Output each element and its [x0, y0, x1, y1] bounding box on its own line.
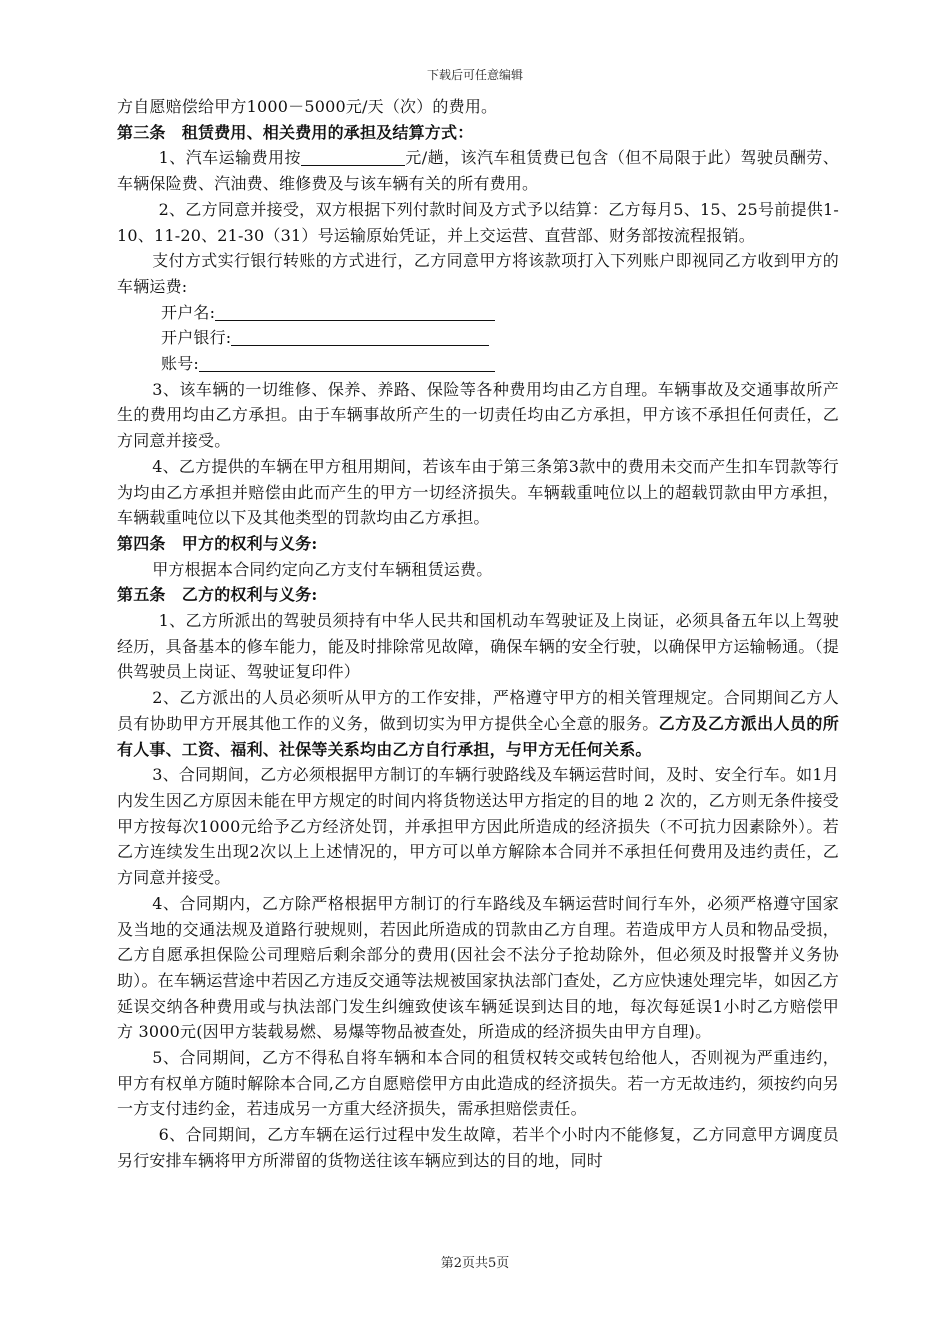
- account-name-blank: [215, 302, 495, 321]
- article-4-title: 第四条 甲方的权利与义务:: [117, 533, 318, 553]
- clause-2-bold-text: 乙方及乙方派出人员的所有人事、工资、福利、社保等关系均由乙方自行承担，与甲方无任何关系。: [117, 713, 839, 759]
- fee-blank-field: [301, 147, 405, 166]
- account-bank-blank: [231, 327, 489, 346]
- continuation-line: 方自愿赔偿给甲方1000－5000元/天（次）的费用。: [117, 97, 498, 116]
- article-3-title: 第三条 租赁费用、相关费用的承担及结算方式：: [117, 122, 474, 142]
- document-body: [117, 94, 839, 1174]
- article-4-clause: 甲方根据本合同约定向乙方支付车辆租赁运费。: [152, 559, 493, 579]
- article-3-clause-3: 3、该车辆的一切维修、保养、养路、保险等各种费用均由乙方自理。车辆事故及交通事故所产生的费用均由乙方承担。由于车辆事故所产生的一切责任均由乙方承担，甲方该不承担任何责任，乙方同意并接受。: [117, 379, 839, 451]
- account-number-label: 账号:: [161, 354, 199, 374]
- account-number-blank: [199, 353, 495, 372]
- clause-1-text-a: 1、汽车运输费用按: [158, 148, 301, 168]
- account-name-label: 开户名:: [161, 302, 216, 322]
- article-5-clause-6: 6、合同期间，乙方车辆在运行过程中发生故障，若半个小时内不能修复，乙方同意甲方调度员另行安排车辆将甲方所滞留的货物送往该车辆应到达的目的地，同时: [117, 1125, 839, 1170]
- article-3-clause-1: [117, 145, 839, 196]
- article-5-clause-4: 4、合同期内，乙方除严格根据甲方制订的行车路线及车辆运营时间行车外，必须严格遵守国家及当地的交通法规及道路行驶规则，若因此所造成的罚款由乙方自理。若造成甲方人员和物品受损，乙方自愿承担保险公司理赔后剩余部分的费用(因社会不法分子抢劫除外，但必须及时报警并义务协助）。在车辆运营途中若因乙方违反交通等法规被国家执法部门查处，乙方应快速处理完毕，如因乙方延误交纳各种费用或与执法部门发生纠缠致使该车辆延误到达目的地，每次每延误1小时乙方赔偿甲方 3000元(因甲方装载易燃、易爆等物品被查处，所造成的经济损失由甲方自理)。: [117, 893, 839, 1042]
- article-3-clause-4: 4、乙方提供的车辆在甲方租用期间，若该车由于第三条第3款中的费用未交而产生扣车罚款等行为均由乙方承担并赔偿由此而产生的甲方一切经济损失。车辆载重吨位以上的超载罚款由甲方承担，车辆载重吨位以下及其他类型的罚款均由乙方承担。: [117, 456, 839, 528]
- article-5-clause-1: 1、乙方所派出的驾驶员须持有中华人民共和国机动车驾驶证及上岗证，必须具备五年以上驾驶经历，具备基本的修车能力，能及时排除常见故障，确保车辆的安全行驶，以确保甲方运输畅通。（提供驾驶员上岗证、驾驶证复印件）: [117, 611, 839, 682]
- article-3-clause-2: 2、乙方同意并接受，双方根据下列付款时间及方式予以结算：乙方每月5、15、25号前提供1-10、11-20、21-30（31）号运输原始凭证，并上交运营、直营部、财务部按流程报销。: [117, 199, 839, 245]
- account-name-row: [117, 300, 839, 326]
- clause-2-text: 2、乙方派出的人员必须听从甲方的工作安排，严格遵守甲方的相关管理规定。合同期间乙方人员有协助甲方开展其他工作的义务，做到切实为甲方提供全心全意的服务。: [117, 688, 839, 733]
- payment-method-paragraph: 支付方式实行银行转账的方式进行，乙方同意甲方将该款项打入下列账户即视同乙方收到甲方的车辆运费:: [117, 251, 839, 296]
- page-header: 下载后可任意编辑: [426, 68, 523, 82]
- page-footer: 第2页共5页: [440, 1256, 510, 1271]
- clause-1-text-b: 元/趟，该汽车租赁费已包含（但不局限于此）驾驶员酬劳、车辆保险费、汽油费、维修费及与该车辆有关的所有费用。: [117, 148, 839, 194]
- article-5-clause-5: 5、合同期间，乙方不得私自将车辆和本合同的租赁权转交或转包给他人，否则视为严重违约，甲方有权单方随时解除本合同,乙方自愿赔偿甲方由此造成的经济损失。若一方无故违约，须按约向另一方支付违约金，若违成另一方重大经济损失，需承担赔偿责任。: [117, 1048, 839, 1119]
- article-5-clause-2: [117, 685, 839, 762]
- account-number-row: [117, 351, 839, 377]
- account-bank-row: [117, 325, 839, 351]
- article-5-title: 第五条 乙方的权利与义务:: [117, 585, 318, 605]
- account-bank-label: 开户银行:: [161, 328, 232, 348]
- article-5-clause-3: 3、合同期间，乙方必须根据甲方制订的车辆行驶路线及车辆运营时间，及时、安全行车。如1月内发生因乙方原因未能在甲方规定的时间内将货物送达甲方指定的目的地 2 次的，乙方则无条件接受甲方按每次1000元给予乙方经济处罚，并承担甲方因此所造成的经济损失（不可抗力因素除外）。若乙方连续发生出现2次以上上述情况的，甲方可以单方解除本合同并不承担任何费用及违约责任，乙方同意并接受。: [117, 765, 839, 888]
